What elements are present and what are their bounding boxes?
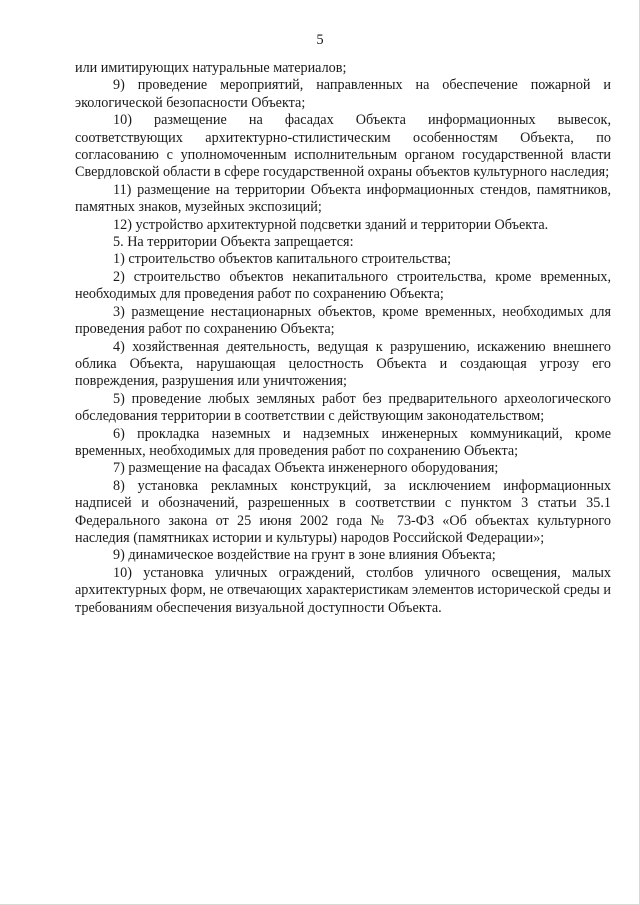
paragraph: 10) установка уличных ограждений, столбов уличного освещения, малых архитектурных форм, не отвечающих характеристикам элементов исторической среды и требованиям обеспечения визуальной доступности Объекта. bbox=[75, 564, 611, 616]
paragraph: 9) динамическое воздействие на грунт в зоне влияния Объекта; bbox=[113, 547, 496, 564]
paragraph: 12) устройство архитектурной подсветки зданий и территории Объекта. bbox=[113, 216, 549, 233]
paragraph: 9) проведение мероприятий, направленных на обеспечение пожарной и экологической безопасности Объекта; bbox=[75, 77, 611, 111]
paragraph: 2) строительство объектов некапитального строительства, кроме временных, необходимых для проведения работ по сохранению Объекта; bbox=[75, 268, 611, 303]
section-heading: 5. На территории Объекта запрещается: bbox=[113, 234, 354, 251]
paragraph: 8) установка рекламных конструкций, за исключением информационных надписей и обозначений, разрешенных в соответствии с пунктом 3 статьи 35.1 Федерального закона от 25 июня 2002 года № 73-ФЗ «Об объектах культурного наследия (памятниках истории и культуры) народов Российской Федерации»; bbox=[75, 477, 611, 546]
paragraph: 5) проведение любых земляных работ без предварительного археологического обследования территории в соответствии с действующим законодательством; bbox=[75, 390, 611, 425]
paragraph: 4) хозяйственная деятельность, ведущая к разрушению, искажению внешнего облика Объекта, нарушающая целостность Объекта и создающая угрозу его повреждения, разрушения или уничтожения; bbox=[75, 338, 611, 390]
paragraph: 3) размещение нестационарных объектов, кроме временных, необходимых для проведения работ по сохранению Объекта; bbox=[75, 303, 611, 338]
paragraph: 10) размещение на фасадах Объекта информационных вывесок, соответствующих архитектурно-стилистическим особенностям Объекта, по согласованию с уполномоченным исполнительным органом государственной власти Свердловской области в сфере государственной охраны объектов культурного наследия; bbox=[75, 112, 611, 181]
text-body bbox=[75, 60, 611, 617]
paragraph: 7) размещение на фасадах Объекта инженерного оборудования; bbox=[113, 460, 499, 477]
paragraph: 11) размещение на территории Объекта информационных стендов, памятников, памятных знаков, музейных экспозиций; bbox=[75, 181, 611, 216]
paragraph: 6) прокладка наземных и надземных инженерных коммуникаций, кроме временных, необходимых для проведения работ по сохранению Объекта; bbox=[75, 425, 611, 459]
page-number: 5 bbox=[316, 32, 324, 48]
paragraph: или имитирующих натуральные материалов; bbox=[75, 60, 347, 76]
paragraph: 1) строительство объектов капитального строительства; bbox=[113, 251, 452, 268]
